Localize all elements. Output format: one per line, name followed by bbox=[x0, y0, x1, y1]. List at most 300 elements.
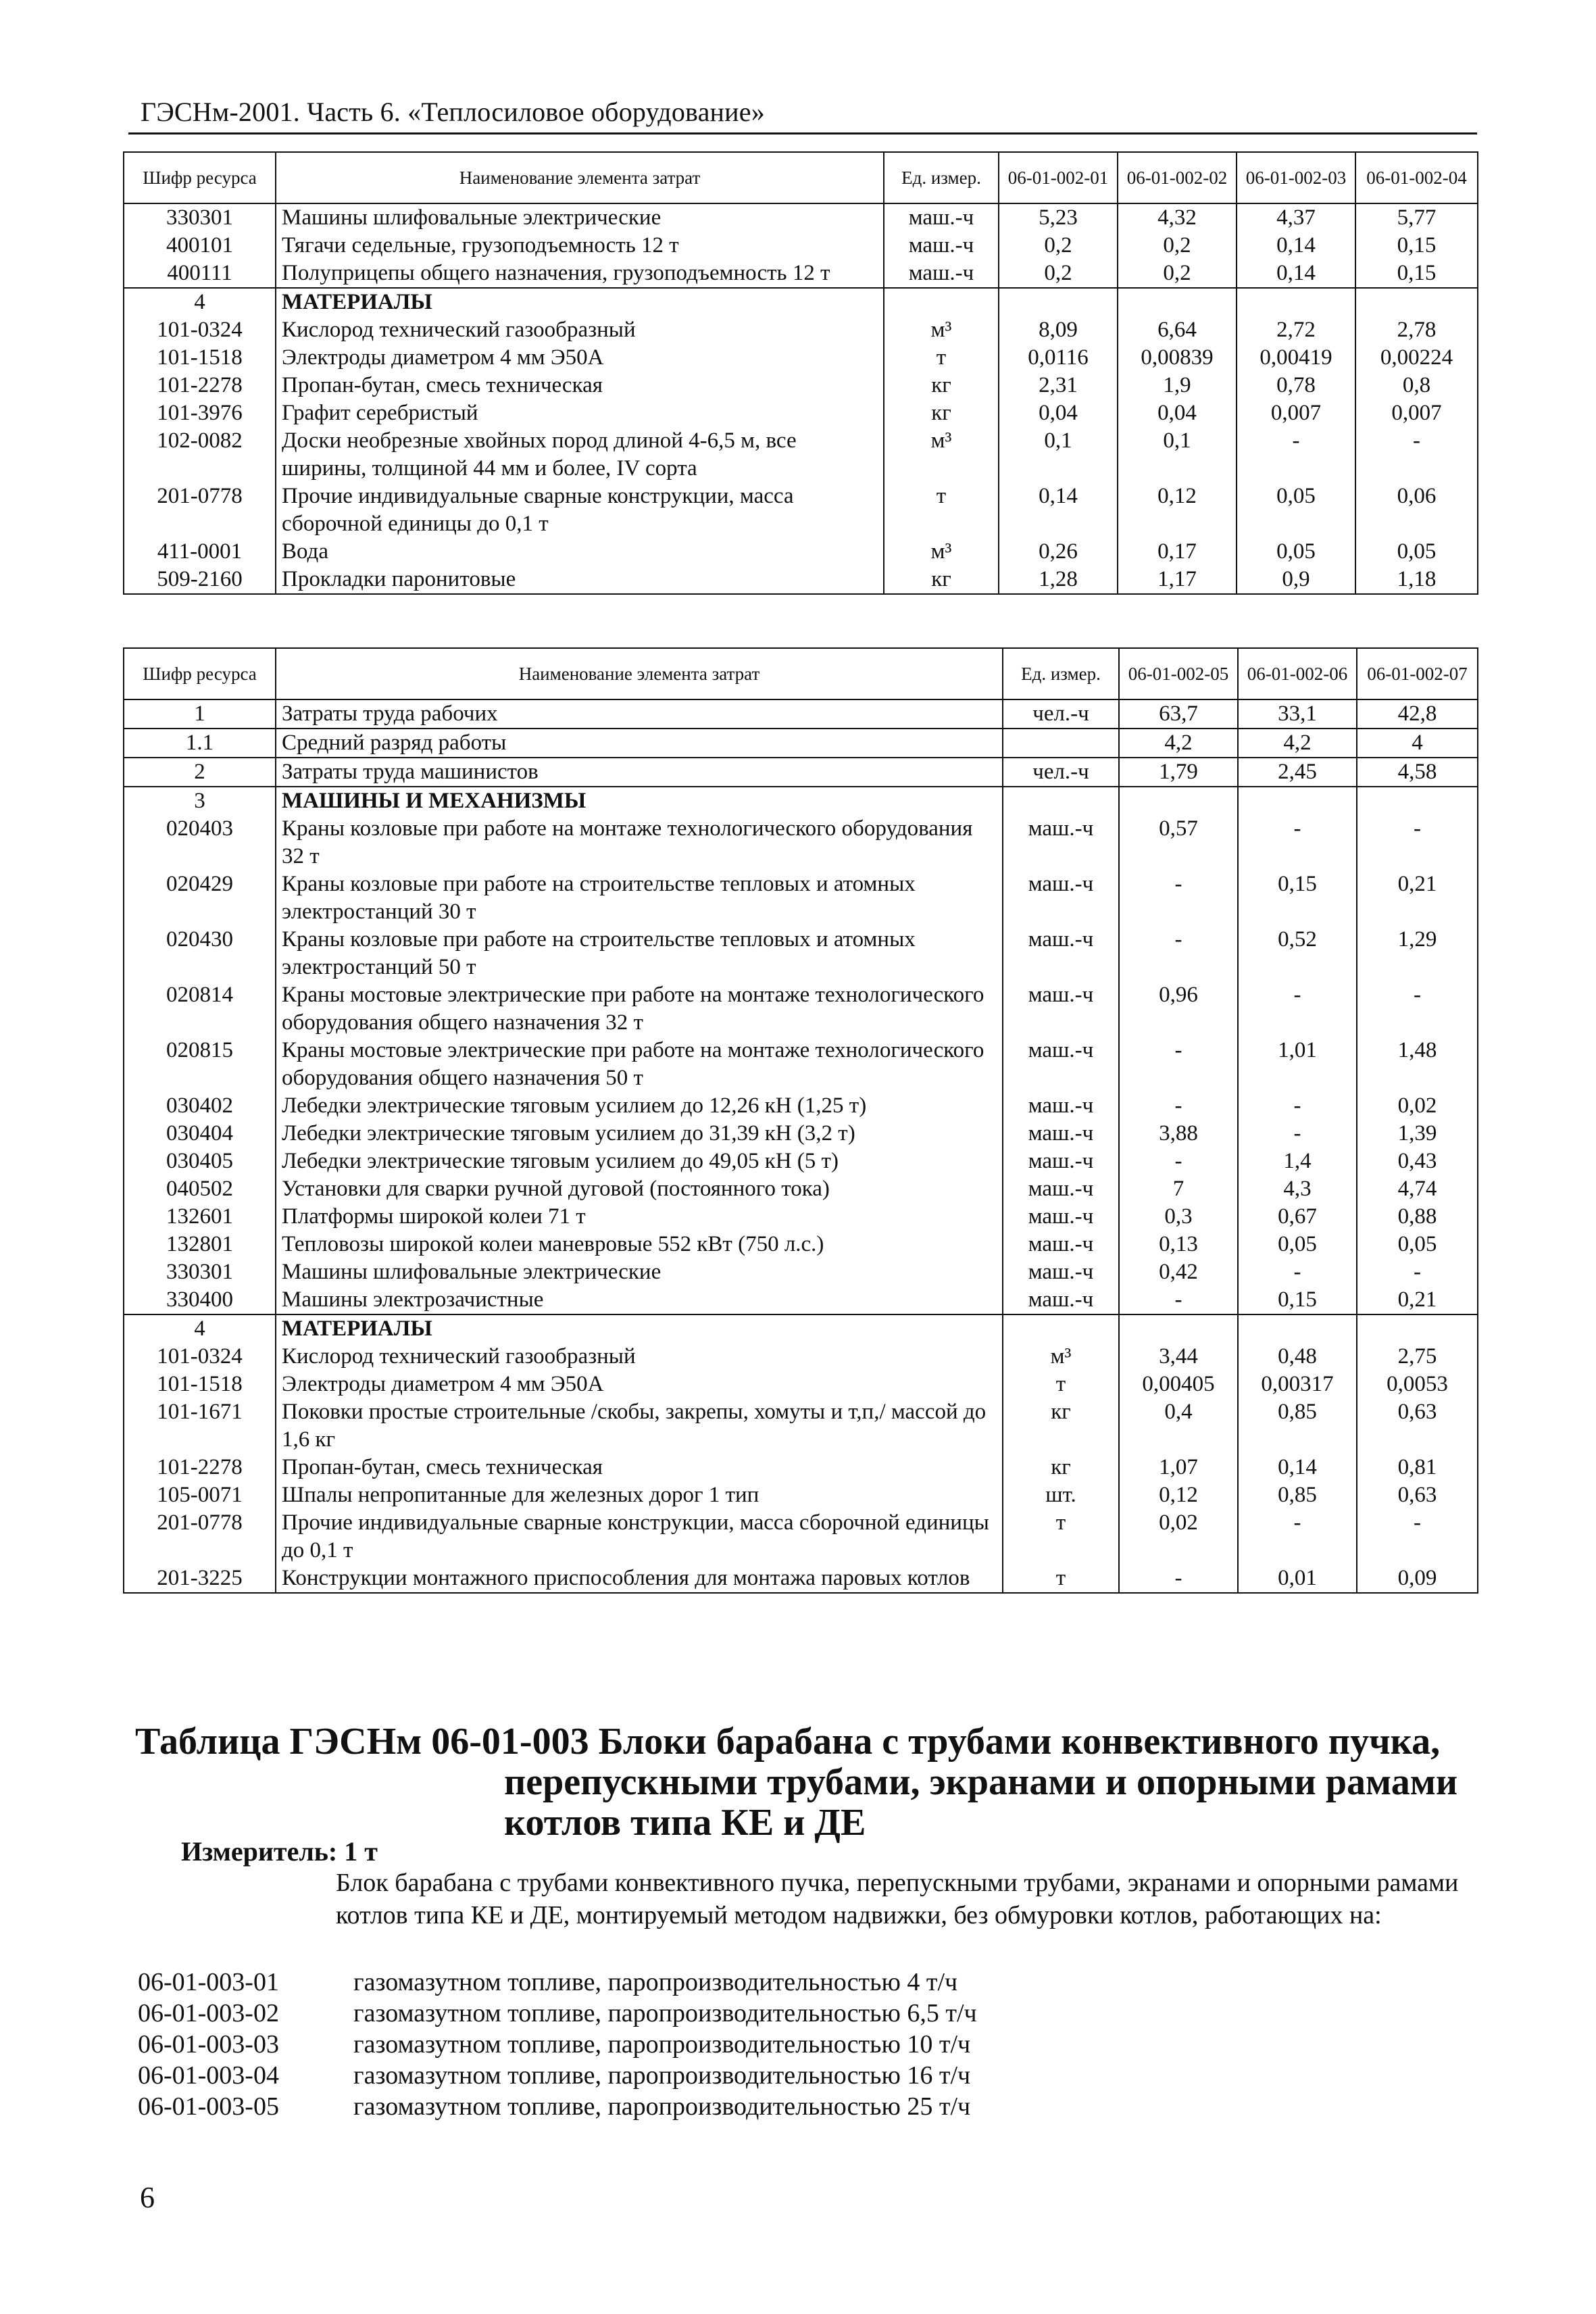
resource-unit: кг bbox=[884, 372, 999, 399]
norm-value: 1,9 bbox=[1118, 372, 1237, 399]
norm-value: 0,00317 bbox=[1238, 1371, 1357, 1398]
resource-name: Шпалы непропитанные для железных дорог 1 тип bbox=[276, 1481, 1003, 1509]
resource-name: МАШИНЫ И МЕХАНИЗМЫ bbox=[276, 787, 1003, 815]
resource-name: Затраты труда рабочих bbox=[276, 699, 1003, 729]
norm-value: 7 bbox=[1119, 1175, 1238, 1203]
resource-code: 020429 bbox=[124, 870, 276, 926]
resource-name: Прочие индивидуальные сварные конструкции, масса сборочной единицы до 0,1 т bbox=[276, 483, 884, 538]
resource-unit: маш.-ч bbox=[1003, 1258, 1119, 1286]
table-row bbox=[124, 1203, 1478, 1231]
col-header-unit: Ед. измер. bbox=[1003, 648, 1119, 699]
norm-value: 0,04 bbox=[999, 399, 1118, 427]
norm-value: 1,79 bbox=[1119, 758, 1238, 787]
resource-name: Краны козловые при работе на строительстве тепловых и атомных электростанций 30 т bbox=[276, 870, 1003, 926]
norm-value: 1,18 bbox=[1355, 566, 1478, 594]
table-row bbox=[124, 1509, 1478, 1565]
table-row bbox=[124, 372, 1478, 399]
norm-value: 1,48 bbox=[1357, 1037, 1478, 1092]
norm-value: 0,00224 bbox=[1355, 344, 1478, 372]
resource-name: Прокладки паронитовые bbox=[276, 566, 884, 594]
resource-name: Кислород технический газообразный bbox=[276, 316, 884, 344]
norm-value bbox=[1357, 787, 1478, 815]
norm-value: 42,8 bbox=[1357, 699, 1478, 729]
resource-table-2 bbox=[123, 647, 1478, 1594]
resource-unit: маш.-ч bbox=[1003, 815, 1119, 870]
norm-value: 6,64 bbox=[1118, 316, 1237, 344]
resource-name: Прочие индивидуальные сварные конструкции, масса сборочной единицы до 0,1 т bbox=[276, 1509, 1003, 1565]
norm-value: 2,78 bbox=[1355, 316, 1478, 344]
resource-unit: кг bbox=[1003, 1454, 1119, 1481]
resource-code: 411-0001 bbox=[124, 538, 276, 566]
resource-name: Электроды диаметром 4 мм Э50А bbox=[276, 1371, 1003, 1398]
norm-value: - bbox=[1238, 1258, 1357, 1286]
norm-value: 0,04 bbox=[1118, 399, 1237, 427]
norm-value: 0,007 bbox=[1355, 399, 1478, 427]
norm-value: 2,72 bbox=[1237, 316, 1355, 344]
norm-value: - bbox=[1238, 1120, 1357, 1148]
resource-code: 020430 bbox=[124, 926, 276, 981]
norm-value: 0,007 bbox=[1237, 399, 1355, 427]
table-row bbox=[124, 1258, 1478, 1286]
norm-value: - bbox=[1357, 815, 1478, 870]
norm-value: 0,63 bbox=[1357, 1481, 1478, 1509]
resource-unit: маш.-ч bbox=[884, 232, 999, 260]
resource-unit: т bbox=[1003, 1371, 1119, 1398]
norm-value: 0,67 bbox=[1238, 1203, 1357, 1231]
resource-name: Вода bbox=[276, 538, 884, 566]
col-header-norm: 06-01-002-06 bbox=[1238, 648, 1357, 699]
table-row bbox=[124, 483, 1478, 538]
table-row bbox=[124, 1231, 1478, 1258]
resource-unit: маш.-ч bbox=[1003, 1120, 1119, 1148]
norm-value bbox=[1119, 1314, 1238, 1343]
resource-unit bbox=[1003, 729, 1119, 758]
resource-unit: маш.-ч bbox=[1003, 1037, 1119, 1092]
norm-value: 0,00405 bbox=[1119, 1371, 1238, 1398]
norm-value: - bbox=[1357, 1258, 1478, 1286]
page-number: 6 bbox=[140, 2181, 155, 2214]
table-row bbox=[124, 538, 1478, 566]
norm-value: 4,37 bbox=[1237, 203, 1355, 232]
norm-value: 0,2 bbox=[1118, 232, 1237, 260]
table-row bbox=[124, 1092, 1478, 1120]
norm-value: 4,2 bbox=[1119, 729, 1238, 758]
norm-value: - bbox=[1119, 1565, 1238, 1593]
norm-value: 0,1 bbox=[1118, 427, 1237, 483]
resource-name: Конструкции монтажного приспособления для монтажа паровых котлов bbox=[276, 1565, 1003, 1593]
variant-text: газомазутном топливе, паропроизводительностью 25 т/ч bbox=[353, 2092, 971, 2121]
resource-name: МАТЕРИАЛЫ bbox=[276, 288, 884, 316]
table-row bbox=[124, 1037, 1478, 1092]
resource-name: Затраты труда машинистов bbox=[276, 758, 1003, 787]
norm-value: 0,14 bbox=[1237, 232, 1355, 260]
norm-value: 0,15 bbox=[1355, 232, 1478, 260]
norm-value: 0,06 bbox=[1355, 483, 1478, 538]
table-row bbox=[124, 870, 1478, 926]
norm-value: 0,15 bbox=[1238, 1286, 1357, 1314]
norm-value bbox=[1119, 787, 1238, 815]
norm-value: 0,12 bbox=[1119, 1481, 1238, 1509]
resource-name: Краны козловые при работе на строительстве тепловых и атомных электростанций 50 т bbox=[276, 926, 1003, 981]
norm-value: 5,23 bbox=[999, 203, 1118, 232]
section-title-line3: котлов типа КЕ и ДЕ bbox=[504, 1802, 866, 1844]
resource-code: 4 bbox=[124, 1314, 276, 1343]
variant-code: 06-01-003-04 bbox=[138, 2061, 279, 2090]
norm-value: 5,77 bbox=[1355, 203, 1478, 232]
resource-name: Графит серебристый bbox=[276, 399, 884, 427]
norm-value: - bbox=[1238, 815, 1357, 870]
table-row bbox=[124, 1371, 1478, 1398]
norm-value: 0,3 bbox=[1119, 1203, 1238, 1231]
norm-value: 1,28 bbox=[999, 566, 1118, 594]
norm-value: 0,2 bbox=[999, 232, 1118, 260]
resource-name: МАТЕРИАЛЫ bbox=[276, 1314, 1003, 1343]
table-row bbox=[124, 1454, 1478, 1481]
norm-value: 0,4 bbox=[1119, 1398, 1238, 1454]
resource-unit: кг bbox=[1003, 1398, 1119, 1454]
norm-value: 0,85 bbox=[1238, 1481, 1357, 1509]
resource-unit: маш.-ч bbox=[1003, 1286, 1119, 1314]
table-row bbox=[124, 1148, 1478, 1175]
table-row bbox=[124, 566, 1478, 594]
table-row bbox=[124, 729, 1478, 758]
norm-value: 0,88 bbox=[1357, 1203, 1478, 1231]
norm-value bbox=[1238, 1314, 1357, 1343]
resource-code: 101-3976 bbox=[124, 399, 276, 427]
variant-text: газомазутном топливе, паропроизводительностью 16 т/ч bbox=[353, 2061, 971, 2090]
norm-value: - bbox=[1355, 427, 1478, 483]
resource-name: Машины шлифовальные электрические bbox=[276, 1258, 1003, 1286]
resource-code: 030405 bbox=[124, 1148, 276, 1175]
resource-code: 3 bbox=[124, 787, 276, 815]
variant-code: 06-01-003-05 bbox=[138, 2092, 279, 2121]
norm-value: 4,32 bbox=[1118, 203, 1237, 232]
table-row bbox=[124, 1398, 1478, 1454]
table-row bbox=[124, 344, 1478, 372]
col-header-norm: 06-01-002-04 bbox=[1355, 152, 1478, 203]
table-row bbox=[124, 399, 1478, 427]
norm-value: 0,05 bbox=[1237, 483, 1355, 538]
variant-code: 06-01-003-02 bbox=[138, 1999, 279, 2027]
norm-value: 0,85 bbox=[1238, 1398, 1357, 1454]
norm-value: 0,42 bbox=[1119, 1258, 1238, 1286]
norm-value: 1,07 bbox=[1119, 1454, 1238, 1481]
resource-code: 101-2278 bbox=[124, 1454, 276, 1481]
table-row bbox=[124, 316, 1478, 344]
resource-unit: чел.-ч bbox=[1003, 699, 1119, 729]
resource-name: Лебедки электрические тяговым усилием до 12,26 кН (1,25 т) bbox=[276, 1092, 1003, 1120]
resource-unit: кг bbox=[884, 399, 999, 427]
resource-name: Краны мостовые электрические при работе на монтаже технологического оборудования общего назначения 32 т bbox=[276, 981, 1003, 1037]
table-row bbox=[124, 1343, 1478, 1371]
table-row bbox=[124, 427, 1478, 483]
resource-unit: маш.-ч bbox=[1003, 926, 1119, 981]
col-header-code: Шифр ресурса bbox=[124, 152, 276, 203]
table-row bbox=[124, 1565, 1478, 1593]
norm-value: 0,17 bbox=[1118, 538, 1237, 566]
resource-code: 509-2160 bbox=[124, 566, 276, 594]
norm-value bbox=[1118, 288, 1237, 316]
resource-unit: т bbox=[1003, 1509, 1119, 1565]
norm-value: 2,45 bbox=[1238, 758, 1357, 787]
measure-unit: Измеритель: 1 т bbox=[181, 1836, 378, 1867]
norm-value: 0,43 bbox=[1357, 1148, 1478, 1175]
resource-unit: т bbox=[884, 344, 999, 372]
norm-value bbox=[1237, 288, 1355, 316]
resource-name: Электроды диаметром 4 мм Э50А bbox=[276, 344, 884, 372]
norm-value: - bbox=[1119, 1037, 1238, 1092]
resource-code: 400111 bbox=[124, 260, 276, 288]
norm-value: 0,05 bbox=[1357, 1231, 1478, 1258]
section-title-line2: перепускными трубами, экранами и опорными рамами bbox=[504, 1761, 1458, 1803]
resource-unit: м³ bbox=[884, 316, 999, 344]
norm-value: 0,1 bbox=[999, 427, 1118, 483]
norm-value: 0,2 bbox=[1118, 260, 1237, 288]
col-header-norm: 06-01-002-03 bbox=[1237, 152, 1355, 203]
resource-unit: маш.-ч bbox=[1003, 1231, 1119, 1258]
norm-value: 0,00839 bbox=[1118, 344, 1237, 372]
resource-unit: т bbox=[884, 483, 999, 538]
resource-unit: маш.-ч bbox=[1003, 1203, 1119, 1231]
resource-code: 101-2278 bbox=[124, 372, 276, 399]
resource-name: Средний разряд работы bbox=[276, 729, 1003, 758]
resource-code: 101-0324 bbox=[124, 1343, 276, 1371]
norm-value: 0,02 bbox=[1357, 1092, 1478, 1120]
resource-unit: кг bbox=[884, 566, 999, 594]
norm-value: 4,2 bbox=[1238, 729, 1357, 758]
norm-value: - bbox=[1119, 926, 1238, 981]
col-header-norm: 06-01-002-02 bbox=[1118, 152, 1237, 203]
resource-code: 2 bbox=[124, 758, 276, 787]
col-header-code: Шифр ресурса bbox=[124, 648, 276, 699]
norm-value: 4 bbox=[1357, 729, 1478, 758]
norm-value: 0,01 bbox=[1238, 1565, 1357, 1593]
norm-value: 0,48 bbox=[1238, 1343, 1357, 1371]
resource-unit: маш.-ч bbox=[1003, 870, 1119, 926]
norm-value: 0,21 bbox=[1357, 1286, 1478, 1314]
resource-unit: шт. bbox=[1003, 1481, 1119, 1509]
resource-unit: маш.-ч bbox=[1003, 1175, 1119, 1203]
variant-text: газомазутном топливе, паропроизводительностью 6,5 т/ч bbox=[353, 1999, 977, 2027]
col-header-norm: 06-01-002-07 bbox=[1357, 648, 1478, 699]
norm-value: - bbox=[1119, 1092, 1238, 1120]
table-row bbox=[124, 1120, 1478, 1148]
norm-value: 0,0053 bbox=[1357, 1371, 1478, 1398]
section-title-line1: Таблица ГЭСНм 06-01-003 Блоки барабана с трубами конвективного пучка, bbox=[135, 1721, 1441, 1763]
resource-name: Лебедки электрические тяговым усилием до 49,05 кН (5 т) bbox=[276, 1148, 1003, 1175]
resource-code: 030402 bbox=[124, 1092, 276, 1120]
norm-value: 0,12 bbox=[1118, 483, 1237, 538]
resource-code: 201-3225 bbox=[124, 1565, 276, 1593]
resource-unit: м³ bbox=[1003, 1343, 1119, 1371]
variant-text: газомазутном топливе, паропроизводительностью 10 т/ч bbox=[353, 2030, 971, 2059]
resource-table-1 bbox=[123, 151, 1478, 595]
norm-value: 0,14 bbox=[1238, 1454, 1357, 1481]
norm-value: 4,3 bbox=[1238, 1175, 1357, 1203]
resource-unit: м³ bbox=[884, 427, 999, 483]
table-row bbox=[124, 1481, 1478, 1509]
norm-value: 0,05 bbox=[1238, 1231, 1357, 1258]
resource-unit: маш.-ч bbox=[884, 260, 999, 288]
norm-value bbox=[999, 288, 1118, 316]
norm-value: 2,75 bbox=[1357, 1343, 1478, 1371]
resource-code: 020815 bbox=[124, 1037, 276, 1092]
norm-value: 3,88 bbox=[1119, 1120, 1238, 1148]
norm-value: 0,02 bbox=[1119, 1509, 1238, 1565]
norm-value: - bbox=[1238, 1092, 1357, 1120]
resource-name: Краны мостовые электрические при работе на монтаже технологического оборудования общего назначения 50 т bbox=[276, 1037, 1003, 1092]
table-row bbox=[124, 787, 1478, 815]
norm-value: 0,05 bbox=[1355, 538, 1478, 566]
norm-value: - bbox=[1119, 1286, 1238, 1314]
norm-value: - bbox=[1237, 427, 1355, 483]
norm-value: 0,15 bbox=[1238, 870, 1357, 926]
variant-text: газомазутном топливе, паропроизводительностью 4 т/ч bbox=[353, 1968, 958, 1996]
norm-value: 0,0116 bbox=[999, 344, 1118, 372]
resource-unit: маш.-ч bbox=[1003, 981, 1119, 1037]
norm-value: 0,52 bbox=[1238, 926, 1357, 981]
norm-value: 0,63 bbox=[1357, 1398, 1478, 1454]
resource-code: 102-0082 bbox=[124, 427, 276, 483]
resource-name: Пропан-бутан, смесь техническая bbox=[276, 1454, 1003, 1481]
norm-value: 0,00419 bbox=[1237, 344, 1355, 372]
resource-code: 1 bbox=[124, 699, 276, 729]
norm-value: 8,09 bbox=[999, 316, 1118, 344]
resource-code: 1.1 bbox=[124, 729, 276, 758]
norm-value: 3,44 bbox=[1119, 1343, 1238, 1371]
norm-value: 0,8 bbox=[1355, 372, 1478, 399]
table-row bbox=[124, 288, 1478, 316]
table-row bbox=[124, 203, 1478, 232]
resource-unit: маш.-ч bbox=[1003, 1092, 1119, 1120]
resource-name: Тягачи седельные, грузоподъемность 12 т bbox=[276, 232, 884, 260]
resource-code: 132601 bbox=[124, 1203, 276, 1231]
resource-code: 101-1518 bbox=[124, 1371, 276, 1398]
resource-code: 201-0778 bbox=[124, 1509, 276, 1565]
resource-code: 020814 bbox=[124, 981, 276, 1037]
norm-value: 0,21 bbox=[1357, 870, 1478, 926]
variant-code: 06-01-003-03 bbox=[138, 2030, 279, 2059]
table-row bbox=[124, 815, 1478, 870]
resource-name: Полуприцепы общего назначения, грузоподъемность 12 т bbox=[276, 260, 884, 288]
resource-unit: м³ bbox=[884, 538, 999, 566]
norm-value: 0,13 bbox=[1119, 1231, 1238, 1258]
resource-name: Платформы широкой колеи 71 т bbox=[276, 1203, 1003, 1231]
norm-value: 0,81 bbox=[1357, 1454, 1478, 1481]
resource-unit: маш.-ч bbox=[884, 203, 999, 232]
table-row bbox=[124, 926, 1478, 981]
norm-value: 0,9 bbox=[1237, 566, 1355, 594]
norm-value: 0,05 bbox=[1237, 538, 1355, 566]
norm-value: - bbox=[1357, 1509, 1478, 1565]
norm-value: 1,29 bbox=[1357, 926, 1478, 981]
norm-value: 0,26 bbox=[999, 538, 1118, 566]
resource-unit: чел.-ч bbox=[1003, 758, 1119, 787]
resource-name: Пропан-бутан, смесь техническая bbox=[276, 372, 884, 399]
page-header: ГЭСНм-2001. Часть 6. «Теплосиловое оборудование» bbox=[141, 97, 765, 127]
table-row bbox=[124, 699, 1478, 729]
resource-unit: маш.-ч bbox=[1003, 1148, 1119, 1175]
resource-code: 101-1518 bbox=[124, 344, 276, 372]
resource-code: 201-0778 bbox=[124, 483, 276, 538]
resource-code: 132801 bbox=[124, 1231, 276, 1258]
resource-code: 020403 bbox=[124, 815, 276, 870]
table-row bbox=[124, 260, 1478, 288]
norm-value: 2,31 bbox=[999, 372, 1118, 399]
resource-name: Поковки простые строительные /скобы, закрепы, хомуты и т,п,/ массой до 1,6 кг bbox=[276, 1398, 1003, 1454]
resource-code: 330301 bbox=[124, 1258, 276, 1286]
resource-code: 330400 bbox=[124, 1286, 276, 1314]
norm-value bbox=[1357, 1314, 1478, 1343]
resource-code: 330301 bbox=[124, 203, 276, 232]
resource-name: Лебедки электрические тяговым усилием до 31,39 кН (3,2 т) bbox=[276, 1120, 1003, 1148]
table-row bbox=[124, 981, 1478, 1037]
section-description: Блок барабана с трубами конвективного пучка, перепускными трубами, экранами и опорными рамами котлов типа КЕ и ДЕ, монтируемый методом надвижки, без обмуровки котлов, работающих на: bbox=[336, 1869, 1459, 1929]
norm-value: - bbox=[1357, 981, 1478, 1037]
norm-value: 1,01 bbox=[1238, 1037, 1357, 1092]
norm-value: 1,17 bbox=[1118, 566, 1237, 594]
resource-name: Машины шлифовальные электрические bbox=[276, 203, 884, 232]
table-row bbox=[124, 232, 1478, 260]
table-row bbox=[124, 1286, 1478, 1314]
norm-value: 63,7 bbox=[1119, 699, 1238, 729]
resource-code: 400101 bbox=[124, 232, 276, 260]
table-row bbox=[124, 1314, 1478, 1343]
col-header-name: Наименование элемента затрат bbox=[276, 648, 1003, 699]
resource-name: Установки для сварки ручной дуговой (постоянного тока) bbox=[276, 1175, 1003, 1203]
norm-value: 4,58 bbox=[1357, 758, 1478, 787]
norm-value: 1,39 bbox=[1357, 1120, 1478, 1148]
norm-value: - bbox=[1238, 1509, 1357, 1565]
norm-value: 0,09 bbox=[1357, 1565, 1478, 1593]
resource-name: Кислород технический газообразный bbox=[276, 1343, 1003, 1371]
variant-code: 06-01-003-01 bbox=[138, 1968, 279, 1996]
resource-name: Машины электрозачистные bbox=[276, 1286, 1003, 1314]
col-header-norm: 06-01-002-01 bbox=[999, 152, 1118, 203]
header-rule bbox=[128, 132, 1477, 134]
resource-unit bbox=[884, 288, 999, 316]
resource-unit: т bbox=[1003, 1565, 1119, 1593]
resource-name: Тепловозы широкой колеи маневровые 552 кВт (750 л.с.) bbox=[276, 1231, 1003, 1258]
norm-value: 0,15 bbox=[1355, 260, 1478, 288]
col-header-name: Наименование элемента затрат bbox=[276, 152, 884, 203]
norm-value: 0,78 bbox=[1237, 372, 1355, 399]
table-row bbox=[124, 1175, 1478, 1203]
norm-value: - bbox=[1119, 870, 1238, 926]
resource-name: Доски необрезные хвойных пород длиной 4-6,5 м, все ширины, толщиной 44 мм и более, IV сорта bbox=[276, 427, 884, 483]
norm-value bbox=[1238, 787, 1357, 815]
col-header-unit: Ед. измер. bbox=[884, 152, 999, 203]
norm-value: 1,4 bbox=[1238, 1148, 1357, 1175]
norm-value: 0,2 bbox=[999, 260, 1118, 288]
resource-code: 101-0324 bbox=[124, 316, 276, 344]
norm-value: 0,14 bbox=[1237, 260, 1355, 288]
col-header-norm: 06-01-002-05 bbox=[1119, 648, 1238, 699]
resource-code: 101-1671 bbox=[124, 1398, 276, 1454]
norm-value: 33,1 bbox=[1238, 699, 1357, 729]
norm-value bbox=[1355, 288, 1478, 316]
norm-value: 0,96 bbox=[1119, 981, 1238, 1037]
table-row bbox=[124, 758, 1478, 787]
norm-value: 4,74 bbox=[1357, 1175, 1478, 1203]
resource-unit bbox=[1003, 1314, 1119, 1343]
resource-code: 040502 bbox=[124, 1175, 276, 1203]
resource-code: 105-0071 bbox=[124, 1481, 276, 1509]
norm-value: - bbox=[1119, 1148, 1238, 1175]
resource-name: Краны козловые при работе на монтаже технологического оборудования 32 т bbox=[276, 815, 1003, 870]
norm-value: 0,14 bbox=[999, 483, 1118, 538]
norm-value: - bbox=[1238, 981, 1357, 1037]
